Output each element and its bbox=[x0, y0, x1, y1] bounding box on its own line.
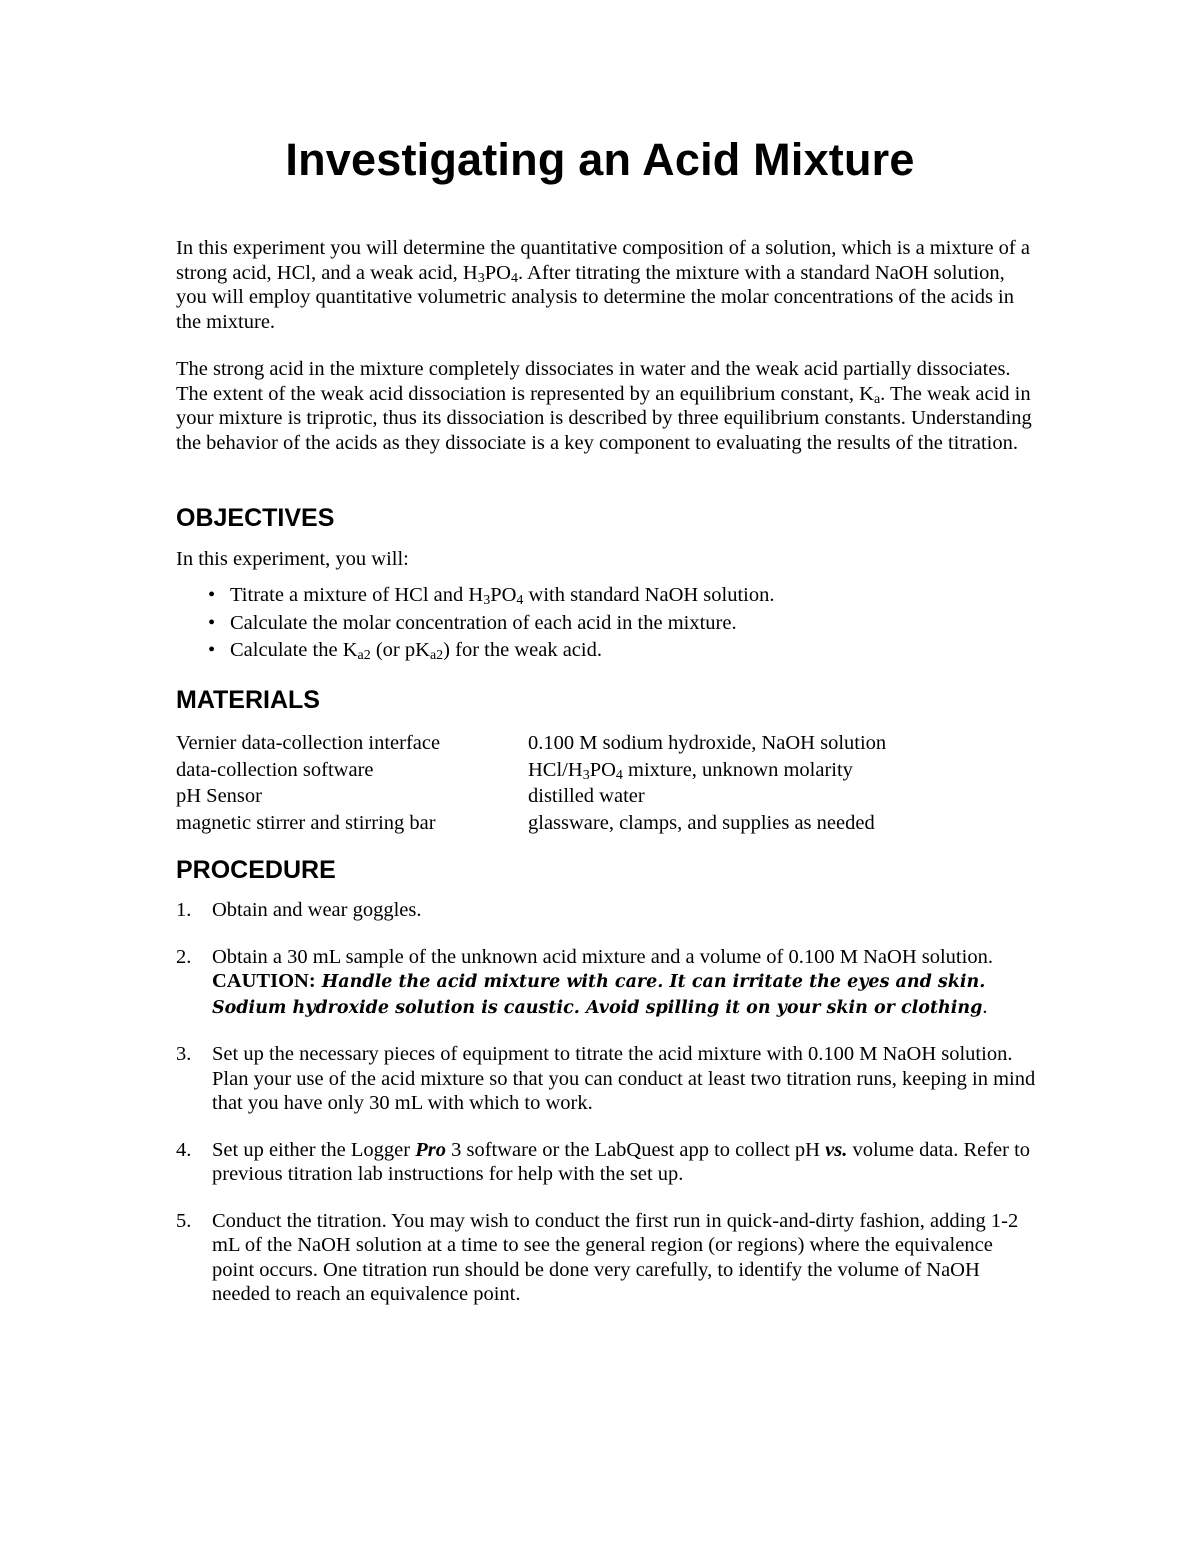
material-item bbox=[528, 758, 1028, 785]
intro-paragraph-2 bbox=[176, 357, 1036, 455]
objective-3-text-b: (or pK bbox=[370, 639, 430, 661]
material-mixture-text-a: HCl/H bbox=[528, 758, 583, 781]
objective-3-sub-a2: a2 bbox=[357, 648, 371, 663]
procedure-heading: PROCEDURE bbox=[176, 856, 336, 884]
bullet-icon: • bbox=[208, 639, 216, 661]
material-item: data-collection software bbox=[176, 758, 374, 781]
objectives-list bbox=[206, 583, 1026, 666]
materials-right-column bbox=[528, 731, 1028, 837]
intro-p2-text-b: . The weak acid in your mixture is triprotic, thus its dissociation is described by three equilibrium constants. Understanding the behavior of the acids as they dissociate is a key component to evaluating the results of the titration. bbox=[176, 382, 1032, 454]
objective-2-text: Calculate the molar concentration of each acid in the mixture. bbox=[230, 611, 737, 634]
step-4-text-c: volume data. Refer to previous titration lab instructions for help with the set up. bbox=[212, 1138, 1031, 1185]
material-mixture-sub-3: 3 bbox=[582, 767, 590, 783]
step-number: 2. bbox=[176, 945, 192, 968]
objective-item bbox=[206, 611, 1026, 639]
bullet-icon: • bbox=[208, 611, 216, 634]
objective-1-sub-3: 3 bbox=[483, 593, 491, 608]
step-5-text: Conduct the titration. You may wish to conduct the first run in quick-and-dirty fashion, adding 1-2 mL of the NaOH solution at a time to see the general region (or regions) where the equivalence point occurs. One titration run should be done very carefully, to identify the volume of NaOH needed to reach an equivalence point. bbox=[212, 1209, 1019, 1305]
material-mixture-sub-4: 4 bbox=[615, 767, 623, 783]
step-number: 4. bbox=[176, 1138, 192, 1161]
step-4-text-b: 3 software or the LabQuest app to collect pH bbox=[445, 1138, 826, 1161]
material-mixture-text-b: PO bbox=[589, 758, 616, 781]
procedure-step bbox=[176, 1209, 1036, 1307]
objective-3-text-c: ) for the weak acid. bbox=[443, 639, 602, 661]
caution-label: CAUTION: bbox=[212, 970, 316, 992]
intro-p2-sub-a: a bbox=[873, 391, 881, 407]
material-item: distilled water bbox=[528, 785, 645, 807]
step-2-text: Obtain a 30 mL sample of the unknown acid mixture and a volume of 0.100 M NaOH solution. bbox=[212, 945, 993, 968]
step-4-vs: vs. bbox=[825, 1138, 848, 1161]
material-item: pH Sensor bbox=[176, 785, 262, 807]
material-item: glassware, clamps, and supplies as needed bbox=[528, 811, 875, 834]
intro-p1-text-c: . After titrating the mixture with a standard NaOH solution, you will employ quantitative volumetric analysis to determine the molar concentrations of the acids in the mixture. bbox=[176, 261, 1014, 333]
caution-text: Handle the acid mixture with care. It can irritate the eyes and skin. Sodium hydroxide solution is caustic. Avoid spilling it on your skin or clothing bbox=[212, 972, 986, 1018]
material-item: magnetic stirrer and stirring bar bbox=[176, 811, 436, 834]
step-3-text: Set up the necessary pieces of equipment to titrate the acid mixture with 0.100 M NaOH solution. Plan your use of the acid mixture so that you can conduct at least two titration runs, keeping in mind that you have only 30 mL with which to work. bbox=[212, 1043, 1036, 1114]
procedure-list bbox=[176, 898, 1036, 1329]
material-mixture-text-c: mixture, unknown molarity bbox=[622, 758, 853, 781]
step-number: 1. bbox=[176, 899, 192, 921]
step-4-pro: Pro bbox=[415, 1138, 446, 1161]
procedure-step bbox=[176, 1138, 1036, 1187]
objective-item bbox=[206, 583, 1026, 611]
intro-p1-sub-4: 4 bbox=[510, 270, 518, 286]
material-item: 0.100 M sodium hydroxide, NaOH solution bbox=[528, 732, 887, 754]
procedure-step bbox=[176, 898, 1036, 923]
step-1-text: Obtain and wear goggles. bbox=[212, 899, 422, 921]
objective-1-text-b: PO bbox=[490, 584, 517, 606]
objective-1-sub-4: 4 bbox=[516, 593, 524, 608]
objective-item bbox=[206, 638, 1026, 666]
procedure-step bbox=[176, 1042, 1036, 1116]
intro-p1-sub-3: 3 bbox=[477, 270, 485, 286]
step-number: 3. bbox=[176, 1043, 192, 1065]
objective-3-text-a: Calculate the K bbox=[230, 639, 358, 661]
step-4-text-a: Set up either the Logger bbox=[212, 1138, 416, 1161]
objectives-lead: In this experiment, you will: bbox=[176, 548, 409, 570]
objective-1-text-c: with standard NaOH solution. bbox=[523, 584, 775, 606]
objective-1-text-a: Titrate a mixture of HCl and H bbox=[230, 584, 484, 606]
intro-p2-text-a: The strong acid in the mixture completely dissociates in water and the weak acid partially dissociates. The extent of the weak acid dissociation is represented by an equilibrium constant, K bbox=[176, 358, 1011, 405]
bullet-icon: • bbox=[208, 584, 216, 606]
page-title: Investigating an Acid Mixture bbox=[285, 134, 915, 185]
intro-p1-text-a: In this experiment you will determine the quantitative composition of a solution, which is a mixture of a strong acid, HCl, and a weak acid, H bbox=[176, 237, 1030, 284]
procedure-step bbox=[176, 945, 1036, 1021]
step-number: 5. bbox=[176, 1209, 192, 1232]
materials-left-column bbox=[176, 731, 516, 837]
step-2-end: . bbox=[982, 995, 988, 1018]
materials-heading: MATERIALS bbox=[176, 686, 320, 714]
material-item: Vernier data-collection interface bbox=[176, 732, 441, 754]
intro-paragraph-1 bbox=[176, 236, 1036, 334]
objective-3-sub-a2-second: a2 bbox=[429, 648, 444, 663]
objectives-heading: OBJECTIVES bbox=[176, 504, 335, 532]
intro-p1-text-b: PO bbox=[484, 261, 511, 284]
